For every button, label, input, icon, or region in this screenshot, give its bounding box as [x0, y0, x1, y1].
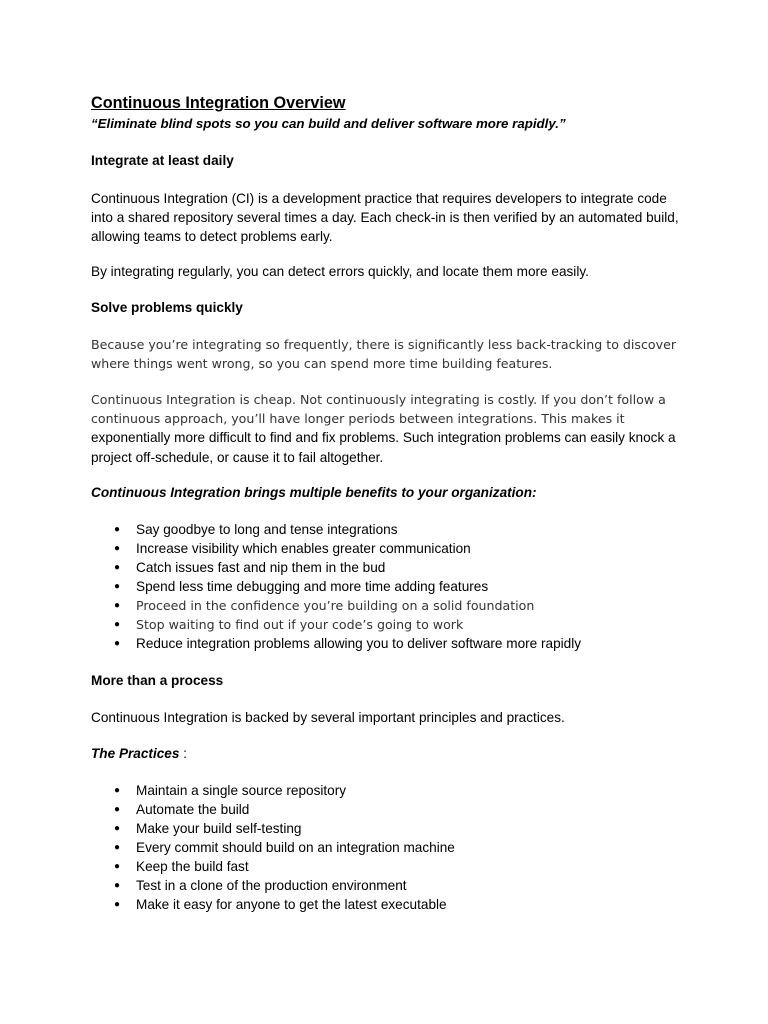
list-item: ● Every commit should build on an integration machine — [114, 840, 455, 856]
bullet-icon: ● — [114, 581, 121, 593]
section-heading-solve-problems: Solve problems quickly — [91, 299, 243, 315]
list-item: ● Keep the build fast — [114, 859, 249, 875]
bullet-icon: ● — [114, 619, 121, 631]
list-item: ● Automate the build — [114, 802, 250, 818]
benefits-heading: Continuous Integration brings multiple benefits to your organization: — [91, 484, 537, 500]
list-item: ● Catch issues fast and nip them in the bud — [114, 560, 386, 576]
list-item: ● Reduce integration problems allowing you to deliver software more rapidly — [114, 636, 582, 652]
document-tagline: “Eliminate blind spots so you can build and deliver software more rapidly.” — [91, 116, 566, 131]
list-item: ● Make it easy for anyone to get the latest executable — [114, 897, 447, 913]
benefits-list — [91, 520, 691, 653]
practices-list — [91, 781, 691, 914]
list-item: ● Test in a clone of the production environment — [114, 878, 407, 894]
practices-heading — [91, 744, 691, 763]
list-item: ● Increase visibility which enables greater communication — [114, 541, 471, 557]
bullet-icon: ● — [114, 543, 121, 555]
practices-heading-label: The Practices — [91, 745, 180, 761]
paragraph-ci-cheap-part2: exponentially more difficult to find and fix problems. Such integration problems can easily knock a project off-schedule, or cause it to fail altogether. — [91, 430, 676, 465]
bullet-icon: ● — [114, 600, 121, 612]
paragraph-principles: Continuous Integration is backed by several important principles and practices. — [91, 710, 565, 726]
list-item: ● Say goodbye to long and tense integrations — [114, 522, 398, 538]
bullet-icon: ● — [114, 880, 121, 892]
paragraph-ci-cheap-part1: Continuous Integration is cheap. Not continuously integrating is costly. If you don’t follow a continuous approach, you’ll have longer periods between integrations. This makes it — [91, 391, 666, 426]
list-item: ● Spend less time debugging and more time adding features — [114, 579, 489, 595]
paragraph-ci-definition: Continuous Integration (CI) is a development practice that requires developers to integrate code into a shared repository several times a day. Each check-in is then verified by an automated build, allowing teams to detect problems early. — [91, 190, 679, 245]
bullet-icon: ● — [114, 562, 121, 574]
bullet-icon: ● — [114, 524, 121, 536]
paragraph-integrate-regularly: By integrating regularly, you can detect errors quickly, and locate them more easily. — [91, 264, 589, 280]
paragraph-ci-cheap — [91, 390, 691, 467]
list-item: ● Stop waiting to find out if your code’s going to work — [114, 617, 464, 633]
bullet-icon: ● — [114, 638, 121, 650]
bullet-icon: ● — [114, 785, 121, 797]
document-title: Continuous Integration Overview — [91, 94, 346, 112]
paragraph-less-backtracking: Because you’re integrating so frequently, there is significantly less back-tracking to discover where things went wrong, so you can spend more time building features. — [91, 337, 676, 372]
section-heading-integrate-daily: Integrate at least daily — [91, 153, 234, 169]
bullet-icon: ● — [114, 823, 121, 835]
list-item: ● Proceed in the confidence you’re building on a solid foundation — [114, 598, 535, 614]
document-page — [91, 92, 691, 932]
bullet-icon: ● — [114, 899, 121, 911]
bullet-icon: ● — [114, 861, 121, 873]
section-heading-more-than-process: More than a process — [91, 673, 224, 689]
practices-heading-suffix: : — [179, 745, 187, 761]
list-item: ● Maintain a single source repository — [114, 783, 347, 799]
bullet-icon: ● — [114, 842, 121, 854]
bullet-icon: ● — [114, 804, 121, 816]
list-item: ● Make your build self-testing — [114, 821, 302, 837]
